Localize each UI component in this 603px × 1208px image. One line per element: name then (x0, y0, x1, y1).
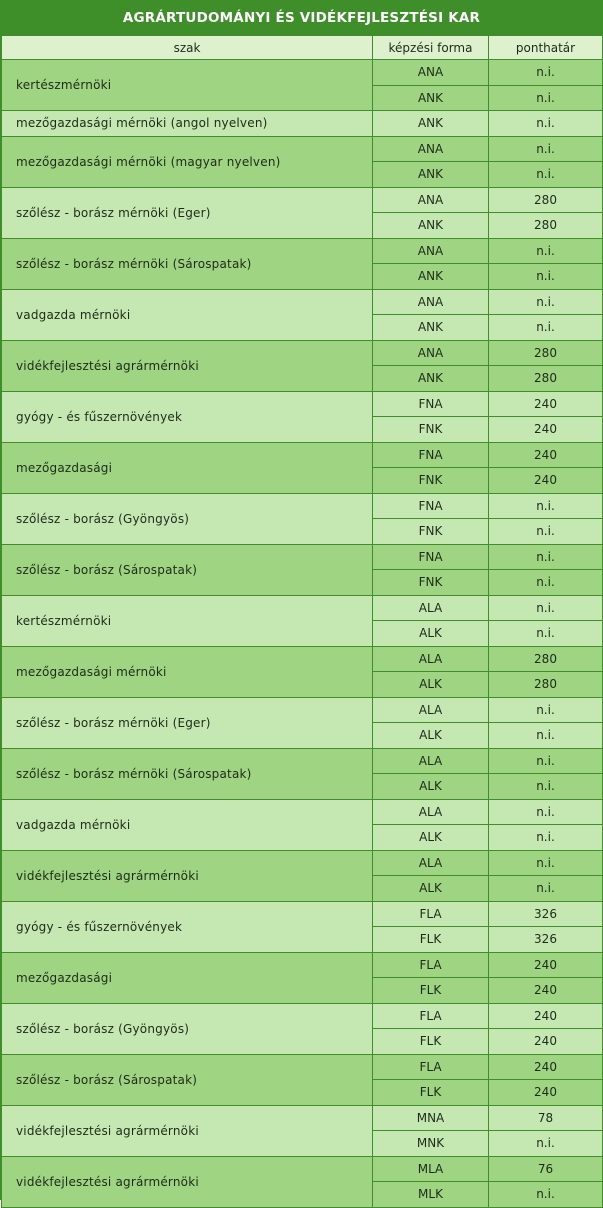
training-form-cell: FLK (373, 927, 489, 953)
table-row (2, 340, 603, 366)
training-form-cell: ANA (373, 289, 489, 315)
program-name-cell: szőlész - borász mérnöki (Sárospatak) (2, 238, 373, 289)
program-name-cell: szőlész - borász (Gyöngyös) (2, 493, 373, 544)
table-row (2, 799, 603, 825)
table-row (2, 187, 603, 213)
score-threshold-cell: 326 (489, 901, 603, 927)
column-header-program: szak (2, 36, 373, 60)
score-threshold-cell: n.i. (489, 825, 603, 851)
score-threshold-cell: n.i. (489, 315, 603, 341)
score-threshold-cell: 280 (489, 340, 603, 366)
score-threshold-cell: 240 (489, 417, 603, 443)
training-form-cell: FNA (373, 442, 489, 468)
score-threshold-cell: n.i. (489, 519, 603, 545)
program-name-cell: szőlész - borász mérnöki (Sárospatak) (2, 748, 373, 799)
training-form-cell: FLA (373, 901, 489, 927)
table-row (2, 748, 603, 774)
score-threshold-cell: 78 (489, 1105, 603, 1131)
training-form-cell: FLA (373, 1003, 489, 1029)
score-threshold-cell: 240 (489, 391, 603, 417)
score-threshold-cell: n.i. (489, 876, 603, 902)
score-threshold-cell: 280 (489, 672, 603, 698)
score-threshold-cell: n.i. (489, 799, 603, 825)
score-threshold-cell: 280 (489, 187, 603, 213)
column-header-score-threshold: ponthatár (489, 36, 603, 60)
training-form-cell: ALA (373, 850, 489, 876)
program-name-cell: mezőgazdasági (2, 442, 373, 493)
score-threshold-cell: n.i. (489, 748, 603, 774)
training-form-cell: ANK (373, 264, 489, 290)
training-form-cell: ANK (373, 366, 489, 392)
table-row (2, 952, 603, 978)
training-form-cell: ALA (373, 646, 489, 672)
score-threshold-cell: n.i. (489, 162, 603, 188)
table-row (2, 493, 603, 519)
score-threshold-cell: n.i. (489, 1182, 603, 1208)
training-form-cell: MLA (373, 1156, 489, 1182)
program-name-cell: mezőgazdasági (2, 952, 373, 1003)
training-form-cell: ANA (373, 340, 489, 366)
training-form-cell: ANK (373, 111, 489, 137)
column-header-row (2, 36, 603, 60)
training-form-cell: ALA (373, 799, 489, 825)
program-name-cell: vidékfejlesztési agrármérnöki (2, 1105, 373, 1156)
score-threshold-cell: n.i. (489, 111, 603, 137)
training-form-cell: MNA (373, 1105, 489, 1131)
training-form-cell: FLA (373, 952, 489, 978)
table-row (2, 646, 603, 672)
table-row (2, 697, 603, 723)
program-name-cell: vadgazda mérnöki (2, 799, 373, 850)
table-row (2, 1003, 603, 1029)
table-row (2, 111, 603, 137)
program-name-cell: mezőgazdasági mérnöki (2, 646, 373, 697)
table-row (2, 850, 603, 876)
score-threshold-cell: 240 (489, 468, 603, 494)
score-threshold-cell: 240 (489, 1080, 603, 1106)
training-form-cell: FNA (373, 544, 489, 570)
program-name-cell: gyógy - és fűszernövények (2, 901, 373, 952)
training-form-cell: FLK (373, 978, 489, 1004)
table-row (2, 901, 603, 927)
table-row (2, 136, 603, 162)
score-threshold-cell: n.i. (489, 621, 603, 647)
training-form-cell: FNK (373, 417, 489, 443)
table-row (2, 391, 603, 417)
program-name-cell: szőlész - borász (Gyöngyös) (2, 1003, 373, 1054)
table-row (2, 289, 603, 315)
training-form-cell: ANK (373, 162, 489, 188)
score-threshold-cell: n.i. (489, 774, 603, 800)
training-form-cell: MLK (373, 1182, 489, 1208)
score-threshold-cell: n.i. (489, 595, 603, 621)
score-threshold-cell: 240 (489, 1029, 603, 1055)
score-threshold-cell: 280 (489, 366, 603, 392)
program-name-cell: vidékfejlesztési agrármérnöki (2, 1156, 373, 1207)
program-name-cell: kertészmérnöki (2, 595, 373, 646)
program-name-cell: vidékfejlesztési agrármérnöki (2, 340, 373, 391)
table-row (2, 60, 603, 86)
score-threshold-cell: 240 (489, 1003, 603, 1029)
table-body (2, 60, 603, 1208)
table-row (2, 1105, 603, 1131)
score-threshold-cell: 280 (489, 646, 603, 672)
training-form-cell: ANA (373, 187, 489, 213)
score-threshold-cell: 240 (489, 952, 603, 978)
score-threshold-cell: n.i. (489, 570, 603, 596)
program-name-cell: vidékfejlesztési agrármérnöki (2, 850, 373, 901)
score-threshold-cell: n.i. (489, 697, 603, 723)
program-name-cell: szőlész - borász (Sárospatak) (2, 544, 373, 595)
score-threshold-cell: n.i. (489, 136, 603, 162)
score-threshold-cell: n.i. (489, 264, 603, 290)
table-row (2, 1054, 603, 1080)
score-threshold-cell: n.i. (489, 493, 603, 519)
training-form-cell: FLA (373, 1054, 489, 1080)
score-threshold-cell: 280 (489, 213, 603, 239)
training-form-cell: ANK (373, 213, 489, 239)
training-form-cell: ANK (373, 315, 489, 341)
table-row (2, 544, 603, 570)
table-row (2, 595, 603, 621)
training-form-cell: ALA (373, 697, 489, 723)
faculty-title: AGRÁRTUDOMÁNYI ÉS VIDÉKFEJLESZTÉSI KAR (1, 0, 602, 35)
training-form-cell: ALK (373, 825, 489, 851)
program-name-cell: kertészmérnöki (2, 60, 373, 111)
program-name-cell: vadgazda mérnöki (2, 289, 373, 340)
score-threshold-cell: 240 (489, 1054, 603, 1080)
program-name-cell: mezőgazdasági mérnöki (magyar nyelven) (2, 136, 373, 187)
score-threshold-cell: 240 (489, 978, 603, 1004)
score-threshold-cell: n.i. (489, 238, 603, 264)
training-form-cell: ALK (373, 876, 489, 902)
training-form-cell: FNK (373, 519, 489, 545)
training-form-cell: FLK (373, 1029, 489, 1055)
score-threshold-cell: n.i. (489, 544, 603, 570)
score-threshold-cell: n.i. (489, 85, 603, 111)
table-row (2, 1156, 603, 1182)
score-threshold-cell: n.i. (489, 723, 603, 749)
score-threshold-cell: 76 (489, 1156, 603, 1182)
training-form-cell: FLK (373, 1080, 489, 1106)
program-name-cell: szőlész - borász (Sárospatak) (2, 1054, 373, 1105)
score-threshold-cell: n.i. (489, 60, 603, 86)
training-form-cell: ALK (373, 621, 489, 647)
column-header-training-form: képzési forma (373, 36, 489, 60)
training-form-cell: ANK (373, 85, 489, 111)
training-form-cell: FNA (373, 493, 489, 519)
training-form-cell: ANA (373, 136, 489, 162)
table-row (2, 238, 603, 264)
admission-thresholds-table (1, 35, 603, 1208)
training-form-cell: ALK (373, 774, 489, 800)
program-name-cell: szőlész - borász mérnöki (Eger) (2, 187, 373, 238)
program-name-cell: gyógy - és fűszernövények (2, 391, 373, 442)
score-threshold-cell: n.i. (489, 289, 603, 315)
training-form-cell: ALK (373, 672, 489, 698)
training-form-cell: ALA (373, 748, 489, 774)
program-name-cell: mezőgazdasági mérnöki (angol nyelven) (2, 111, 373, 137)
score-threshold-cell: 326 (489, 927, 603, 953)
score-threshold-cell: n.i. (489, 850, 603, 876)
training-form-cell: ANA (373, 60, 489, 86)
training-form-cell: ALA (373, 595, 489, 621)
training-form-cell: MNK (373, 1131, 489, 1157)
score-threshold-cell: n.i. (489, 1131, 603, 1157)
table-row (2, 442, 603, 468)
training-form-cell: ANA (373, 238, 489, 264)
training-form-cell: FNK (373, 570, 489, 596)
program-name-cell: szőlész - borász mérnöki (Eger) (2, 697, 373, 748)
training-form-cell: FNA (373, 391, 489, 417)
training-form-cell: FNK (373, 468, 489, 494)
score-threshold-cell: 240 (489, 442, 603, 468)
training-form-cell: ALK (373, 723, 489, 749)
